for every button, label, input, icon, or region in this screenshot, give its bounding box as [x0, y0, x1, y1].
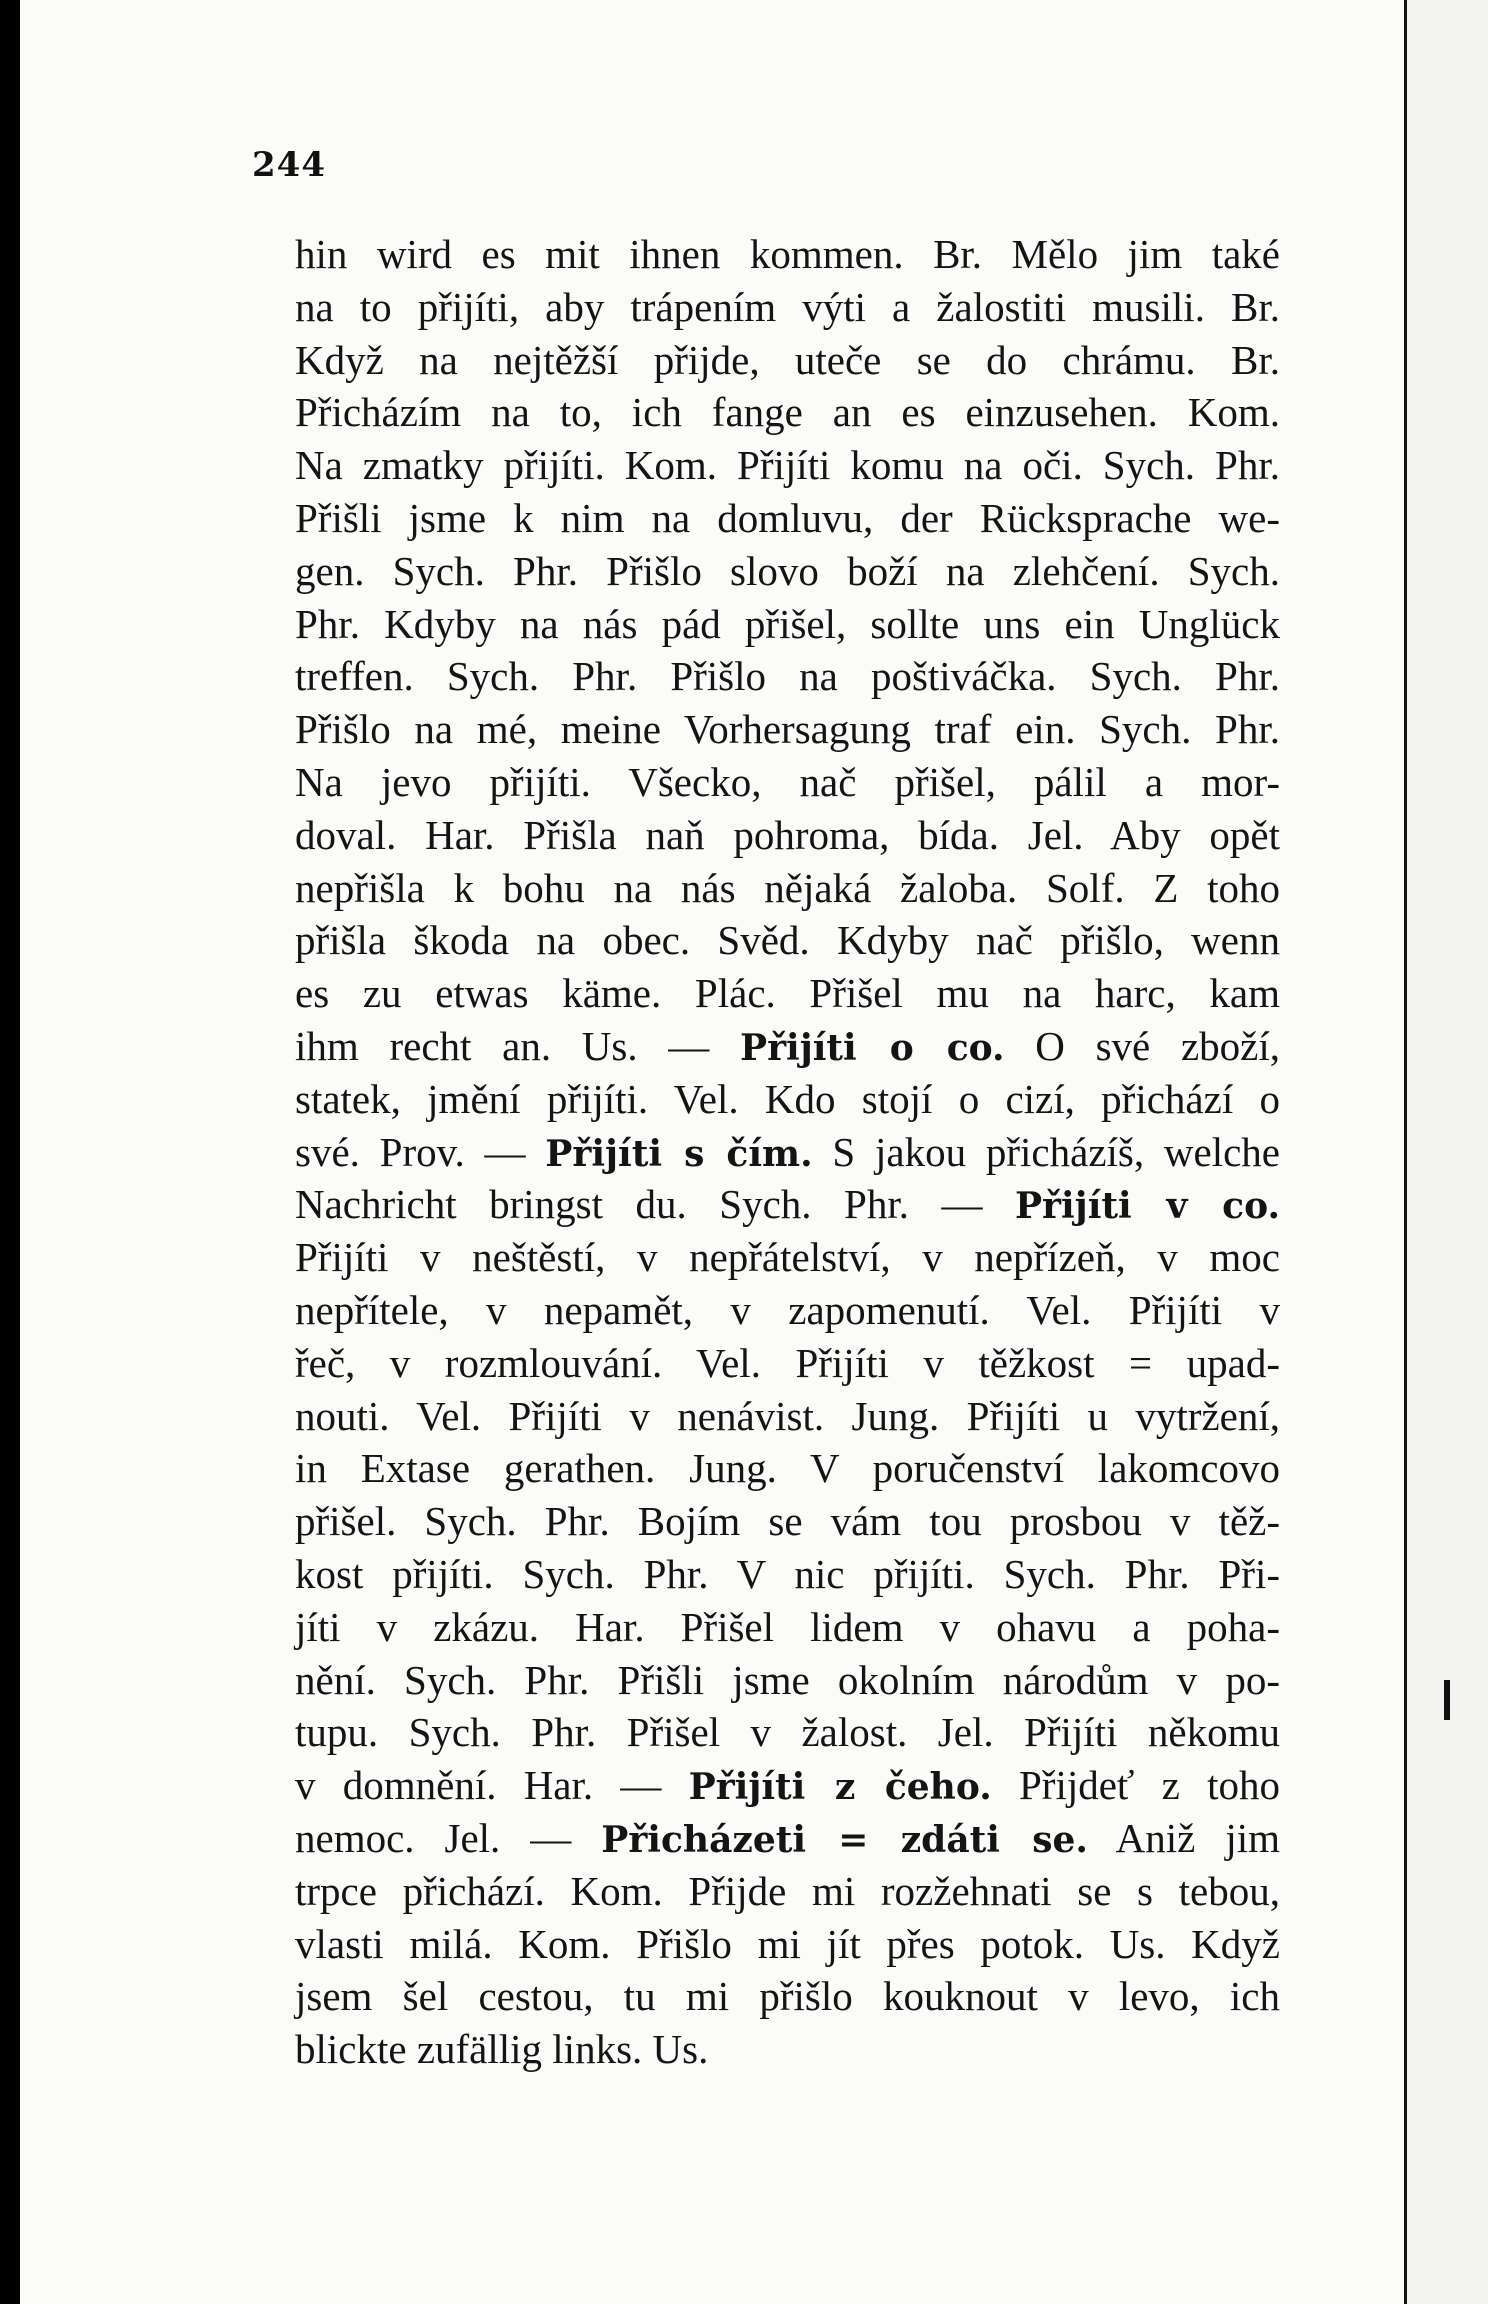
dictionary-entry-text [295, 228, 1280, 2076]
text-line [295, 1812, 1280, 1865]
text-line [295, 1284, 1280, 1337]
text-segment: jíti v zkázu. Har. Přišel lidem v ohavu a poha- [295, 1603, 1280, 1650]
text-line [295, 1495, 1280, 1548]
text-line [295, 1918, 1280, 1971]
text-line [295, 1970, 1280, 2023]
text-segment: Přijdeť z toho [991, 1762, 1280, 1809]
text-line [295, 386, 1280, 439]
text-segment: jsem šel cestou, tu mi přišlo kouknout v levo, ich [295, 1973, 1280, 2020]
text-segment: blickte zufällig links. Us. [295, 2026, 709, 2073]
text-segment: trpce přichází. Kom. Přijde mi rozžehnati se s tebou, [295, 1867, 1280, 1914]
headword: Přijíti v co. [1014, 1185, 1280, 1228]
text-segment: Když na nejtěžší přijde, uteče se do chrámu. Br. [295, 336, 1280, 383]
text-segment: vlasti milá. Kom. Přišlo mi jít přes potok. Us. Když [295, 1920, 1280, 1967]
headword: Přijíti s čím. [545, 1132, 813, 1175]
text-segment: Na zmatky přijíti. Kom. Přijíti komu na oči. Sych. Phr. [295, 442, 1280, 489]
text-line [295, 703, 1280, 756]
text-line [295, 1020, 1280, 1073]
text-segment: v domnění. Har. — [295, 1762, 689, 1809]
text-line [295, 545, 1280, 598]
text-line [295, 650, 1280, 703]
page-number: 244 [252, 145, 326, 185]
text-line [295, 1231, 1280, 1284]
page-edge-mark [1444, 1680, 1450, 1720]
text-line [295, 1865, 1280, 1918]
text-line [295, 1442, 1280, 1495]
text-segment: nouti. Vel. Přijíti v nenávist. Jung. Přijíti u vytržení, [295, 1392, 1280, 1439]
text-segment: nepřišla k bohu na nás nějaká žaloba. Solf. Z toho [295, 864, 1280, 911]
text-segment: přišla škoda na obec. Svěd. Kdyby nač přišlo, wenn [295, 917, 1280, 964]
text-line [295, 598, 1280, 651]
text-segment: statek, jmění přijíti. Vel. Kdo stojí o cizí, přichází o [295, 1075, 1280, 1122]
text-segment: řeč, v rozmlouvání. Vel. Přijíti v těžkost = upad- [295, 1339, 1280, 1386]
text-segment: své. Prov. — [295, 1128, 546, 1175]
text-segment: ihm recht an. Us. — [295, 1022, 741, 1069]
text-segment: Přišli jsme k nim na domluvu, der Rücksprache we- [295, 494, 1280, 541]
text-line [295, 1654, 1280, 1707]
text-line [295, 756, 1280, 809]
text-segment: hin wird es mit ihnen kommen. Br. Mělo jim také [295, 231, 1280, 277]
text-line [295, 1706, 1280, 1759]
text-line [295, 809, 1280, 862]
text-line [295, 492, 1280, 545]
text-segment: nemoc. Jel. — [295, 1814, 602, 1861]
text-segment: kost přijíti. Sych. Phr. V nic přijíti. Sych. Phr. Při- [295, 1550, 1280, 1597]
text-line [295, 1548, 1280, 1601]
text-segment: Na jevo přijíti. Všecko, nač přišel, pálil a mor- [295, 758, 1280, 805]
text-segment: nepřítele, v nepamět, v zapomenutí. Vel. Přijíti v [295, 1286, 1280, 1333]
text-line [295, 2023, 1280, 2076]
text-line [295, 439, 1280, 492]
text-line [295, 967, 1280, 1020]
text-line [295, 1759, 1280, 1812]
text-segment: O své zboží, [1004, 1022, 1280, 1069]
text-line [295, 1601, 1280, 1654]
headword: Přijíti z čeho. [688, 1766, 992, 1809]
text-line [295, 1337, 1280, 1390]
text-segment: S jakou přicházíš, welche [812, 1128, 1280, 1175]
headword: Přicházeti = zdáti se. [601, 1818, 1088, 1861]
page-edge-margin [1405, 0, 1488, 2304]
text-segment: in Extase gerathen. Jung. V poručenství lakomcovo [295, 1445, 1280, 1492]
text-segment: doval. Har. Přišla naň pohroma, bída. Jel. Aby opět [295, 811, 1280, 858]
text-segment: tupu. Sych. Phr. Přišel v žalost. Jel. Přijíti někomu [295, 1709, 1280, 1756]
text-segment: treffen. Sych. Phr. Přišlo na poštiváčka. Sych. Phr. [295, 653, 1280, 700]
page-edge-rule [1404, 0, 1407, 2304]
text-line [295, 334, 1280, 387]
text-line [295, 914, 1280, 967]
text-segment: Přišlo na mé, meine Vorhersagung traf ein. Sych. Phr. [295, 706, 1280, 753]
text-segment: gen. Sych. Phr. Přišlo slovo boží na zlehčení. Sych. [295, 547, 1280, 594]
text-segment: Aniž jim [1087, 1814, 1281, 1861]
text-line [295, 281, 1280, 334]
text-line [295, 1126, 1280, 1179]
headword: Přijíti o co. [740, 1026, 1005, 1069]
text-segment: Přijíti v neštěstí, v nepřátelství, v nepřízeň, v moc [295, 1234, 1280, 1281]
text-segment: nění. Sych. Phr. Přišli jsme okolním národům v po- [295, 1656, 1280, 1703]
text-segment: Phr. Kdyby na nás pád přišel, sollte uns ein Unglück [295, 600, 1280, 647]
text-line [295, 862, 1280, 915]
text-line [295, 1178, 1280, 1231]
text-segment: Nachricht bringst du. Sych. Phr. — [295, 1181, 1015, 1228]
text-segment: Přicházím na to, ich fange an es einzusehen. Kom. [295, 389, 1280, 436]
text-line [295, 1073, 1280, 1126]
text-line [295, 228, 1280, 281]
text-segment: es zu etwas käme. Plác. Přišel mu na harc, kam [295, 970, 1280, 1017]
text-segment: přišel. Sych. Phr. Bojím se vám tou prosbou v těž- [295, 1498, 1280, 1545]
text-line [295, 1390, 1280, 1443]
text-segment: na to přijíti, aby trápením výti a žalostiti musili. Br. [295, 283, 1280, 330]
